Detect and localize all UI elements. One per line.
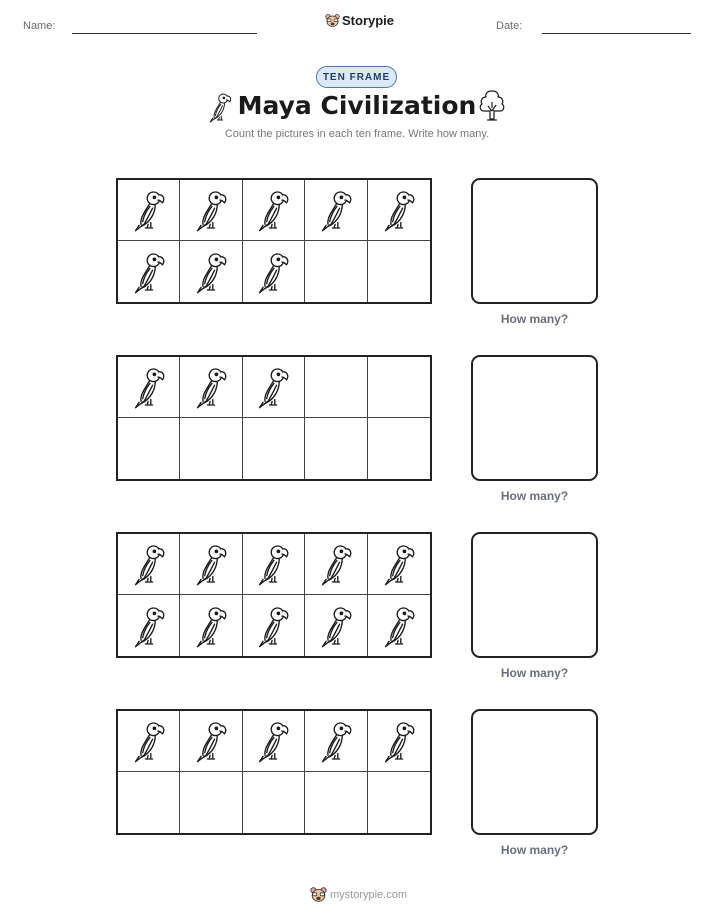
bear-logo-icon bbox=[310, 886, 327, 903]
frame-cell bbox=[305, 772, 367, 833]
parrot-icon bbox=[131, 188, 167, 232]
frame-cell bbox=[243, 241, 305, 302]
frame-cell bbox=[305, 241, 367, 302]
brand bbox=[325, 13, 394, 28]
parrot-icon bbox=[255, 188, 291, 232]
parrot-icon bbox=[193, 250, 229, 294]
frame-cell bbox=[243, 711, 305, 772]
frame-cell bbox=[243, 534, 305, 595]
parrot-icon bbox=[255, 250, 291, 294]
frame-cell bbox=[305, 595, 367, 656]
parrot-icon bbox=[131, 719, 167, 763]
how-many-label-1: How many? bbox=[500, 312, 569, 326]
frame-cell bbox=[368, 772, 430, 833]
frame-cell bbox=[118, 534, 180, 595]
answer-box-1[interactable] bbox=[471, 178, 598, 304]
answer-box-4[interactable] bbox=[471, 709, 598, 835]
how-many-label-2: How many? bbox=[500, 489, 569, 503]
frame-cell bbox=[243, 180, 305, 241]
parrot-icon bbox=[255, 604, 291, 648]
frame-cell bbox=[180, 534, 242, 595]
parrot-icon bbox=[255, 542, 291, 586]
frame-cell bbox=[180, 772, 242, 833]
frame-cell bbox=[243, 357, 305, 418]
frame-cell bbox=[180, 418, 242, 479]
frame-cell bbox=[243, 418, 305, 479]
frame-cell bbox=[368, 534, 430, 595]
brand-name: Storypie bbox=[342, 13, 395, 28]
parrot-icon bbox=[381, 188, 417, 232]
answer-box-2[interactable] bbox=[471, 355, 598, 481]
page-title: Maya Civilization bbox=[237, 91, 477, 120]
frame-cell bbox=[118, 180, 180, 241]
parrot-icon bbox=[193, 604, 229, 648]
bear-logo-icon bbox=[325, 13, 340, 28]
frame-cell bbox=[368, 180, 430, 241]
name-line[interactable] bbox=[72, 33, 257, 34]
name-label: Name: bbox=[23, 20, 56, 32]
frame-cell bbox=[368, 357, 430, 418]
how-many-label-3: How many? bbox=[500, 666, 569, 680]
date-line[interactable] bbox=[542, 33, 691, 34]
ten-frame-3 bbox=[116, 532, 432, 658]
parrot-icon bbox=[255, 719, 291, 763]
frame-cell bbox=[368, 418, 430, 479]
parrot-icon bbox=[131, 250, 167, 294]
parrot-icon bbox=[381, 542, 417, 586]
instructions: Count the pictures in each ten frame. Write how many. bbox=[224, 128, 490, 140]
frame-cell bbox=[180, 595, 242, 656]
frame-cell bbox=[305, 357, 367, 418]
parrot-icon bbox=[318, 719, 354, 763]
frame-cell bbox=[305, 711, 367, 772]
footer bbox=[310, 886, 407, 903]
frame-cell bbox=[243, 595, 305, 656]
tree-icon bbox=[477, 88, 507, 122]
frame-cell bbox=[305, 534, 367, 595]
answer-box-3[interactable] bbox=[471, 532, 598, 658]
ten-frame-1 bbox=[116, 178, 432, 304]
parrot-icon bbox=[193, 542, 229, 586]
parrot-icon bbox=[131, 542, 167, 586]
frame-cell bbox=[180, 711, 242, 772]
parrot-icon bbox=[131, 604, 167, 648]
frame-cell bbox=[180, 180, 242, 241]
frame-cell bbox=[118, 418, 180, 479]
frame-cell bbox=[305, 418, 367, 479]
parrot-icon bbox=[193, 719, 229, 763]
footer-link[interactable]: mystorypie.com bbox=[330, 888, 408, 901]
how-many-label-4: How many? bbox=[500, 843, 569, 857]
parrot-icon bbox=[318, 604, 354, 648]
date-label: Date: bbox=[496, 20, 523, 32]
frame-cell bbox=[180, 241, 242, 302]
frame-cell bbox=[368, 241, 430, 302]
parrot-icon bbox=[381, 604, 417, 648]
ten-frame-2 bbox=[116, 355, 432, 481]
parrot-icon bbox=[131, 365, 167, 409]
frame-cell bbox=[118, 241, 180, 302]
parrot-icon bbox=[255, 365, 291, 409]
ten-frame-4 bbox=[116, 709, 432, 835]
frame-cell bbox=[180, 357, 242, 418]
frame-cell bbox=[118, 357, 180, 418]
frame-cell bbox=[118, 711, 180, 772]
frame-cell bbox=[243, 772, 305, 833]
frame-cell bbox=[368, 595, 430, 656]
parrot-icon bbox=[381, 719, 417, 763]
parrot-icon bbox=[193, 188, 229, 232]
frame-cell bbox=[305, 180, 367, 241]
parrot-icon bbox=[318, 188, 354, 232]
parrot-icon bbox=[193, 365, 229, 409]
parrot-icon bbox=[318, 542, 354, 586]
frame-cell bbox=[368, 711, 430, 772]
activity-badge: TEN FRAME bbox=[316, 66, 397, 88]
frame-cell bbox=[118, 595, 180, 656]
frame-cell bbox=[118, 772, 180, 833]
